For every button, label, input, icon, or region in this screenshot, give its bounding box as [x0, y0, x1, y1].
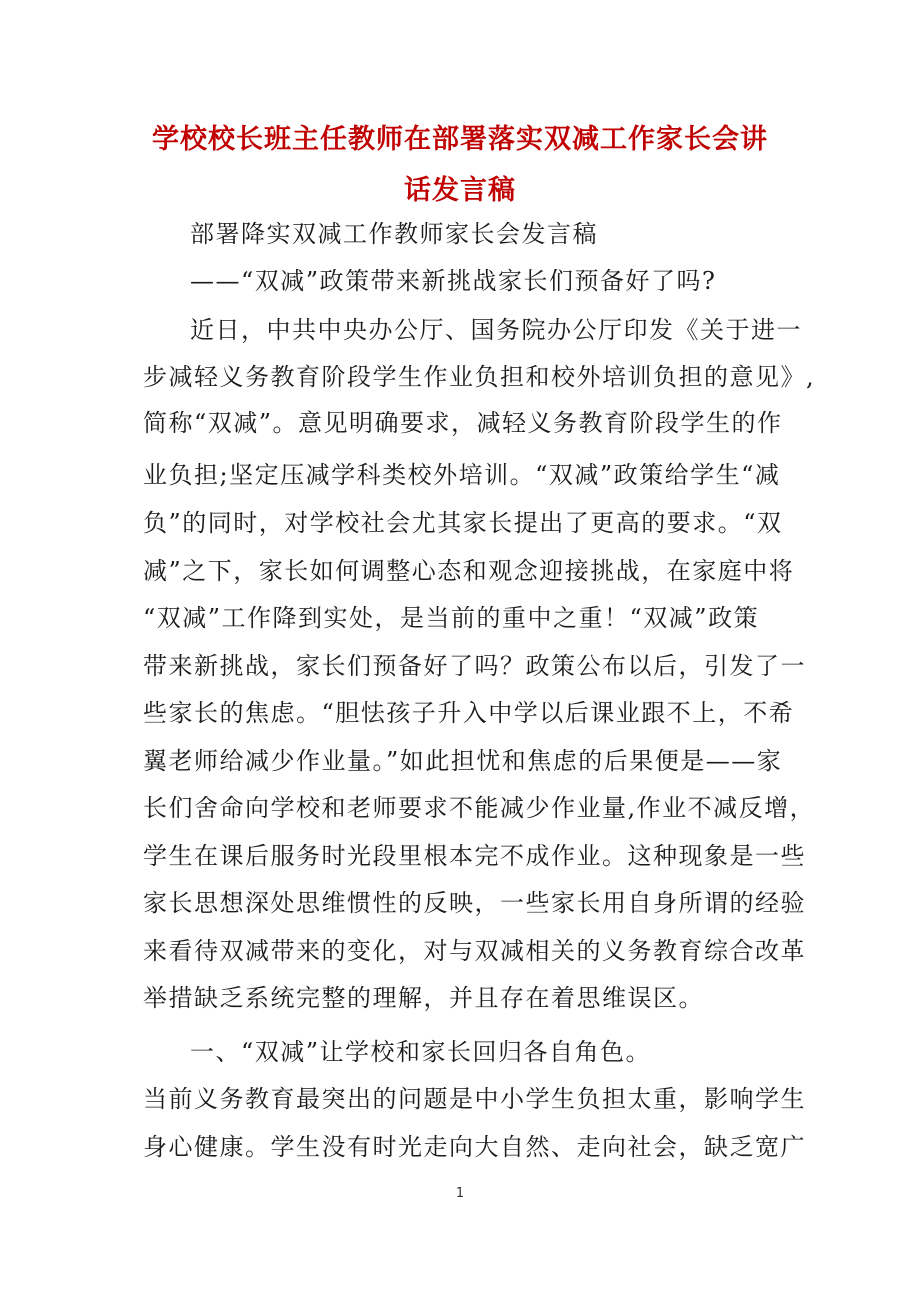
paragraph-line: 减”之下，家长如何调整心态和观念迎接挑战，在家庭中将 [143, 557, 795, 585]
page-number: 1 [455, 1186, 465, 1201]
paragraph-line: 身心健康。学生没有时光走向大自然、走向社会，缺乏宽广 [143, 1133, 806, 1161]
document-subheading: ——“双减”政策带来新挑战家长们预备好了吗? [190, 267, 717, 295]
paragraph-line: 当前义务教育最突出的问题是中小学生负担太重，影响学生 [143, 1085, 806, 1113]
paragraph-line: 简称“双减”。意见明确要求，减轻义务教育阶段学生的作 [143, 409, 783, 437]
document-title-line-1: 学校校长班主任教师在部署落实双减工作家长会讲 [152, 124, 768, 155]
paragraph-line: 负”的同时，对学校社会尤其家长提出了更高的要求。“双 [143, 509, 783, 537]
paragraph-line: 些家长的焦虑。“胆怯孩子升入中学以后课业跟不上，不希 [143, 699, 795, 727]
paragraph-line: 带来新挑战，家长们预备好了吗？政策公布以后，引发了一 [143, 652, 806, 680]
paragraph-line: 来看待双减带来的变化，对与双减相关的义务教育综合改革 [143, 937, 806, 965]
paragraph-line: 长们舍命向学校和老师要求不能减少作业量,作业不减反增， [143, 794, 816, 822]
paragraph-line: 步减轻义务教育阶段学生作业负担和校外培训负担的意见》, [143, 363, 816, 391]
paragraph-line: 家长思想深处思维惯性的反映，一些家长用自身所谓的经验 [143, 889, 806, 917]
document-subtitle: 部署降实双减工作教师家长会发言稿 [190, 220, 598, 248]
paragraph-line: 学生在课后服务时光段里根本完不成作业。这种现象是一些 [143, 842, 806, 870]
document-title-line-2: 话发言稿 [404, 175, 516, 206]
paragraph-line: 翼老师给减少作业量。”如此担忧和焦虑的后果便是——家 [143, 747, 783, 775]
paragraph-line: 业负担;坚定压减学科类校外培训。“双减”政策给学生“减 [143, 461, 781, 489]
paragraph-line: “双减”工作降到实处，是当前的重中之重！“双减”政策 [143, 604, 760, 632]
paragraph-line: 近日，中共中央办公厅、国务院办公厅印发《关于进一 [190, 316, 802, 344]
section-heading: 一、“双减”让学校和家长回归各自角色。 [190, 1038, 652, 1066]
paragraph-line: 举措缺乏系统完整的理解，并且存在着思维误区。 [143, 984, 704, 1012]
